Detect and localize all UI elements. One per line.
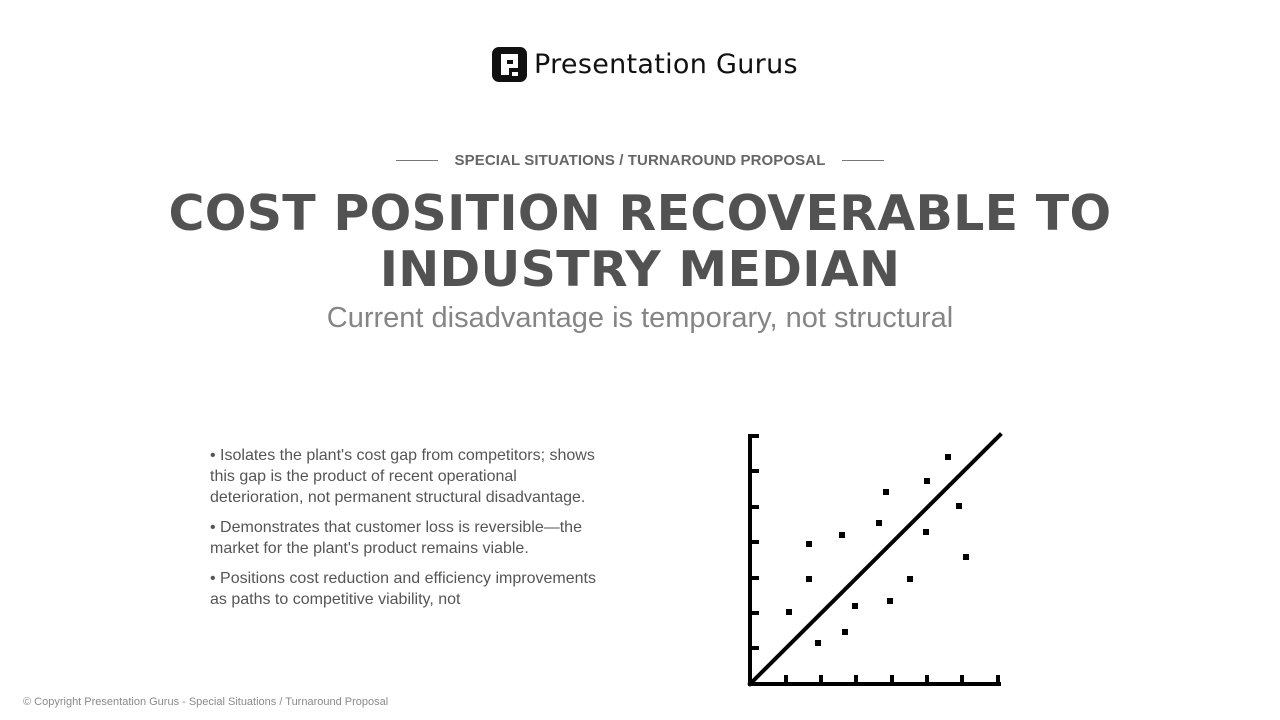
- eyebrow-rule-left: [396, 160, 438, 161]
- bullet-item: • Isolates the plant's cost gap from competitors; shows this gap is the product of recent operational deterioration, not permanent structural disadvantage.: [210, 447, 595, 506]
- bullet-item: • Demonstrates that customer loss is reversible—the market for the plant's product remains viable.: [210, 519, 582, 557]
- footer-copyright: © Copyright Presentation Gurus - Special Situations / Turnaround Proposal: [23, 696, 389, 708]
- scatter-points: [786, 454, 969, 646]
- slide-title: COST POSITION RECOVERABLE TO INDUSTRY MEDIAN: [168, 185, 1112, 298]
- trend-line: [750, 435, 1000, 684]
- brand-logo: [492, 47, 798, 82]
- scatter-plot-icon: [742, 430, 1004, 692]
- bullet-list: [210, 445, 600, 657]
- slide-subtitle: Current disadvantage is temporary, not structural: [326, 302, 954, 334]
- eyebrow-rule-right: [842, 160, 884, 161]
- eyebrow-text: SPECIAL SITUATIONS / TURNAROUND PROPOSAL: [454, 152, 826, 169]
- section-eyebrow: [0, 152, 1280, 169]
- bullet-item: • Positions cost reduction and efficiency improvements as paths to competitive viability, not: [210, 570, 596, 608]
- brand-name: Presentation Gurus: [534, 49, 798, 80]
- brand-mark-icon: [492, 47, 527, 82]
